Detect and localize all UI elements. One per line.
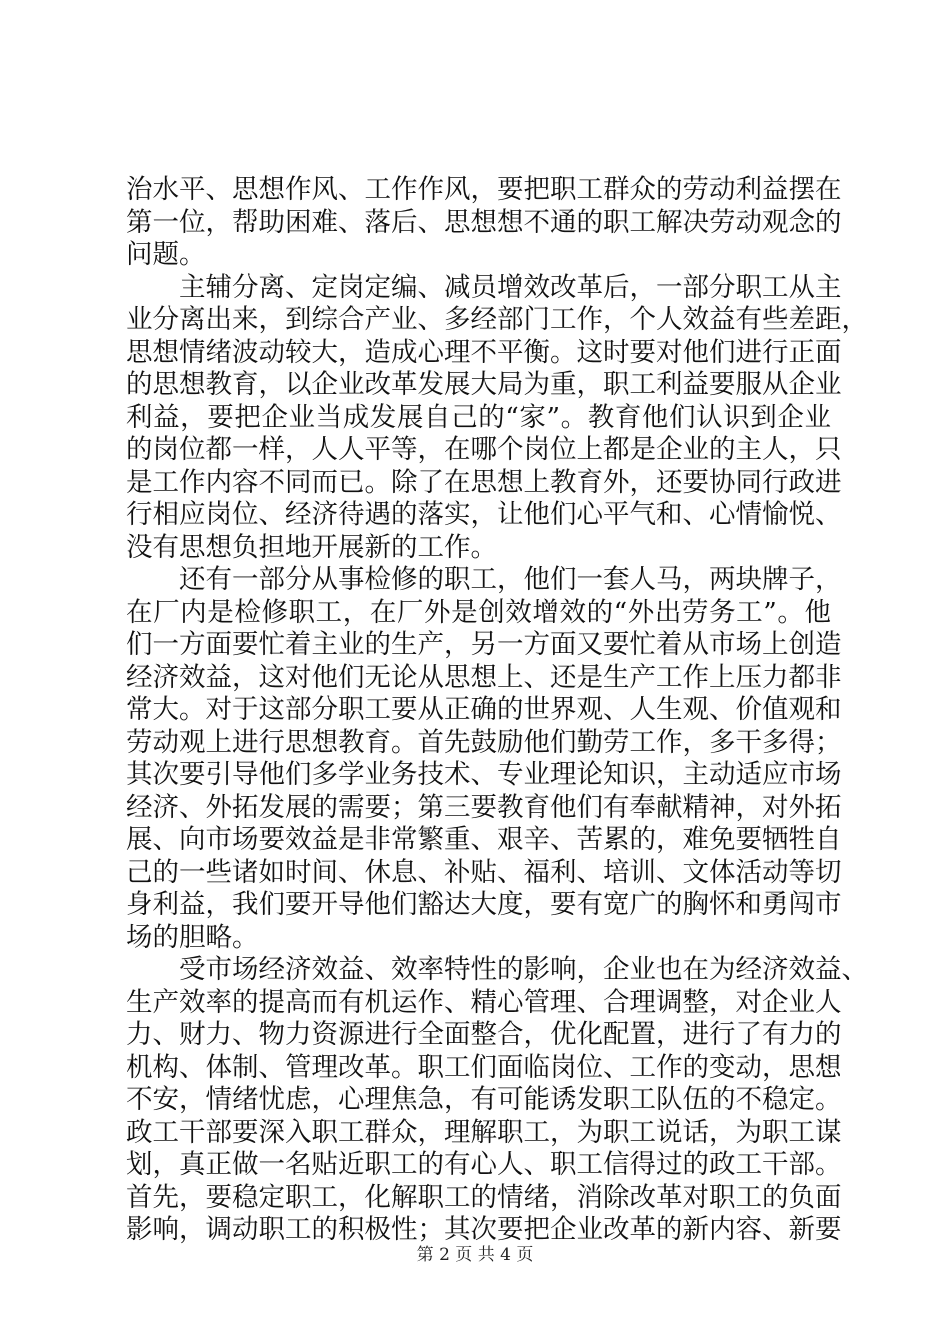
text-line: 第一位，帮助困难、落后、思想想不通的职工解决劳动观念的	[126, 206, 842, 238]
text-line: 经济效益，这对他们无论从思想上、还是生产工作上压力都非	[126, 661, 842, 693]
text-line: 场的胆略。	[126, 921, 259, 953]
text-line: 治水平、思想作风、工作作风，要把职工群众的劳动利益摆在	[126, 174, 842, 205]
document-body	[126, 174, 868, 1247]
text-line: 的岗位都一样，人人平等，在哪个岗位上都是企业的主人，只	[126, 434, 842, 465]
text-line: 还有一部分从事检修的职工，他们一套人马，两块牌子，	[179, 564, 842, 595]
page-footer: 第 2 页 共 4 页	[416, 1245, 534, 1265]
text-line: 机构、体制、管理改革。职工们面临岗位、工作的变动，思想	[126, 1051, 842, 1083]
text-line: 不安，情绪忧虑，心理焦急，有可能诱发职工队伍的不稳定。	[126, 1084, 842, 1115]
text-line: 展、向市场要效益是非常繁重、艰辛、苦累的，难免要牺牲自	[126, 824, 842, 855]
text-line: 思想情绪波动较大，造成心理不平衡。这时要对他们进行正面	[126, 336, 842, 368]
text-line: 们一方面要忙着主业的生产，另一方面又要忙着从市场上创造	[126, 629, 842, 660]
text-line: 没有思想负担地开展新的工作。	[126, 531, 497, 563]
text-line: 己的一些诸如时间、休息、补贴、福利、培训、文体活动等切	[126, 856, 842, 888]
text-line: 其次要引导他们多学业务技术、专业理论知识，主动适应市场	[126, 759, 842, 790]
text-line: 划，真正做一名贴近职工的有心人、职工信得过的政工干部。	[126, 1149, 842, 1180]
text-line: 问题。	[126, 239, 206, 270]
text-line: 经济、外拓发展的需要；第三要教育他们有奉献精神，对外拓	[126, 791, 842, 823]
text-line: 主辅分离、定岗定编、减员增效改革后，一部分职工从主	[179, 271, 842, 303]
text-line: 政工干部要深入职工群众，理解职工，为职工说话，为职工谋	[126, 1116, 842, 1148]
text-line: 身利益，我们要开导他们豁达大度，要有宽广的胸怀和勇闯市	[126, 889, 842, 920]
text-line: 力、财力、物力资源进行全面整合，优化配置，进行了有力的	[126, 1019, 842, 1050]
text-line: 的思想教育，以企业改革发展大局为重，职工利益要服从企业	[126, 369, 842, 400]
text-line: 首先，要稳定职工，化解职工的情绪，消除改革对职工的负面	[126, 1181, 842, 1213]
text-line: 业分离出来，到综合产业、多经部门工作，个人效益有些差距，	[126, 304, 868, 335]
text-line: 利益，要把企业当成发展自己的“家”。教育他们认识到企业	[126, 401, 831, 433]
text-line: 行相应岗位、经济待遇的落实，让他们心平气和、心情愉悦、	[126, 499, 842, 530]
text-line: 常大。对于这部分职工要从正确的世界观、人生观、价值观和	[126, 694, 842, 725]
text-line: 劳动观上进行思想教育。首先鼓励他们勤劳工作，多干多得；	[126, 726, 842, 758]
text-line: 生产效率的提高而有机运作、精心管理、合理调整，对企业人	[126, 986, 842, 1018]
text-line: 在厂内是检修职工，在厂外是创效增效的“外出劳务工”。他	[126, 596, 831, 628]
text-line: 影响，调动职工的积极性；其次要把企业改革的新内容、新要	[126, 1214, 842, 1245]
text-line: 受市场经济效益、效率特性的影响，企业也在为经济效益、	[179, 954, 868, 985]
text-line: 是工作内容不同而已。除了在思想上教育外，还要协同行政进	[126, 466, 842, 498]
